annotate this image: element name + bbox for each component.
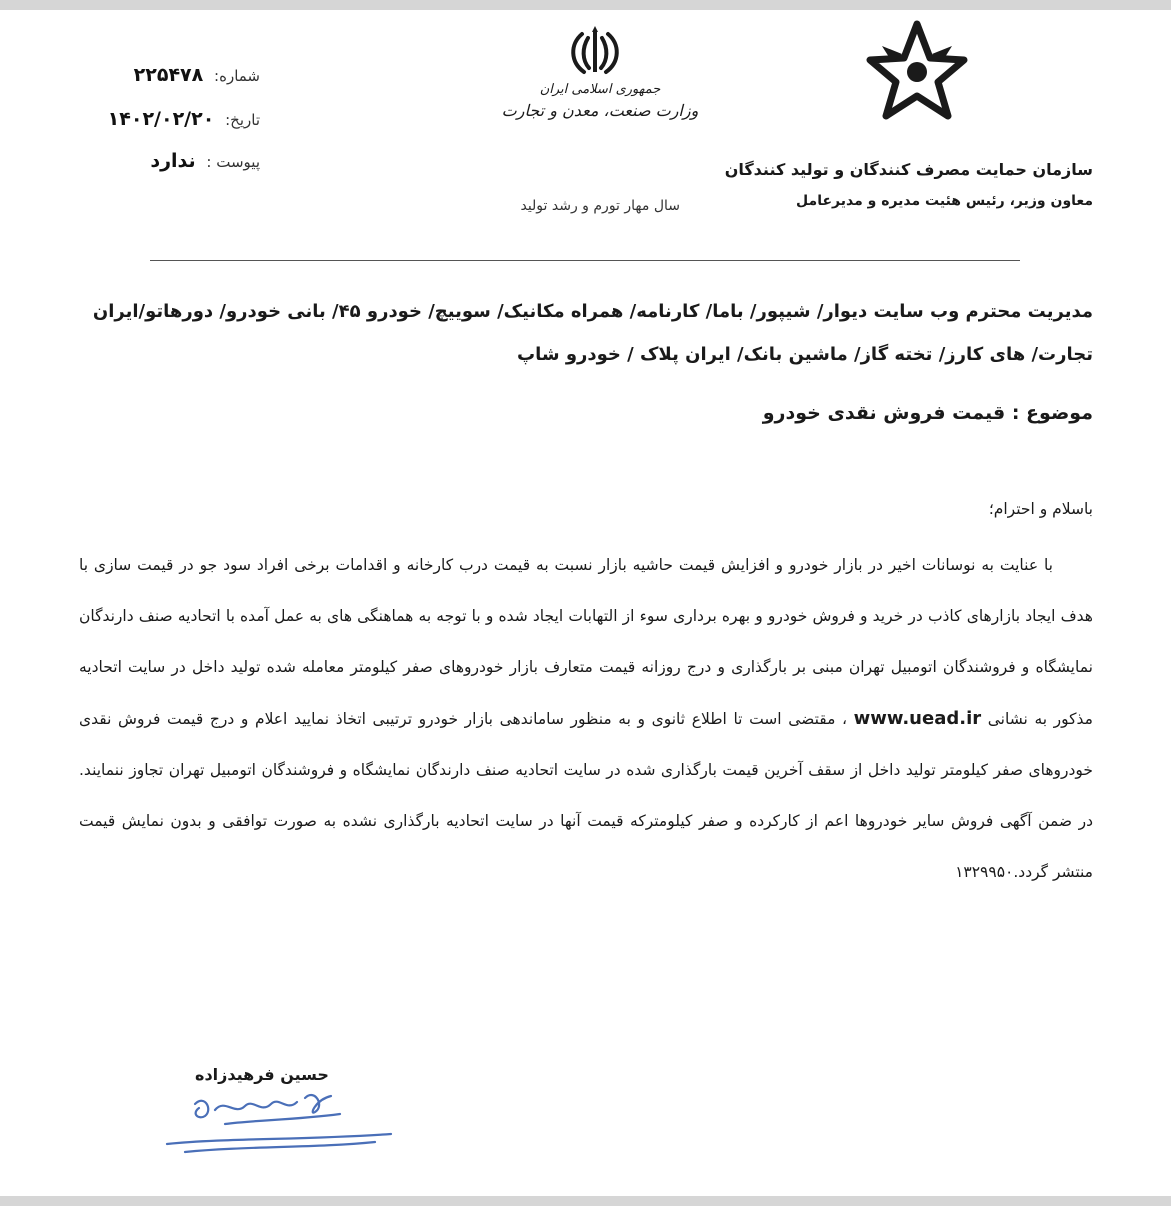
letter-number-label: شماره: [214,67,260,85]
recipients: مدیریت محترم وب سایت دیوار/ شیپور/ باما/ کارنامه/ همراه مکانیک/ سوییچ/ خودرو ۴۵/ بانی خودرو/ دورهاتو/ایران تجارت/ های کارز/ تخته گاز/ ماشین بانک/ ایران پلاک / خودرو شاپ [92,301,1093,365]
letter-date [100,108,260,130]
letter-number-value: ۲۲۵۴۷۸ [133,64,204,86]
top-edge [0,0,1171,10]
organization-name: سازمان حمایت مصرف کنندگان و تولید کنندگان [724,160,1093,179]
letter-date-value: ۱۴۰۲/۰۲/۲۰ [107,108,215,130]
bottom-edge [0,1196,1171,1206]
organization-block [673,160,1093,209]
letter-number [100,64,260,86]
handwritten-signature [165,1080,395,1194]
year-slogan: سال مهار تورم و رشد تولید [520,198,680,214]
letter-date-label: تاریخ: [225,111,260,129]
signer-name: حسین فرهیدزاده [195,1065,329,1084]
letter-attachment [100,150,260,172]
header-divider [150,260,1020,261]
ministry-block [500,80,700,120]
letter-body [79,540,1093,898]
letter-body-part1: با عنایت به نوسانات اخیر در بازار خودرو و افزایش قیمت حاشیه بازار نسبت به قیمت درب کارخانه و اقدامات برخی افراد سود جو در قیمت سازی با هدف ایجاد بازارهای کاذب در خرید و فروش خودرو و بهره برداری سوء از التهابات ایجاد شده و با توجه به هماهنگی های به عمل آمده با اتحادیه صنف دارندگان نمایشگاه و فروشندگان اتومبیل تهران مبنی بر بارگذاری و درج روزانه قیمت متعارف بازار خودروهای صفر کیلومتر معامله شده تولید داخل در سایت اتحادیه مذکور به نشانی [79,556,1093,728]
website-link[interactable]: www.uead.ir [853,708,982,729]
greeting: باسلام و احترام؛ [988,500,1093,518]
ministry-country: جمهوری اسلامی ایران [539,82,661,97]
letter-attachment-value: ندارد [150,150,196,172]
ministry-name: وزارت صنعت، معدن و تجارت [501,101,699,120]
iran-emblem-icon [560,26,630,80]
letter-attachment-label: پیوست : [206,153,260,171]
star-logo-icon [862,16,972,130]
subject: موضوع : قیمت فروش نقدی خودرو [762,402,1093,424]
organization-title: معاون وزیر، رئیس هئیت مدیره و مدیرعامل [796,193,1093,209]
letter-body-part2: ، مقتضی است تا اطلاع ثانوی و به منظور ساماندهی بازار خودرو ترتیبی اتخاذ نمایید اعلام و درج قیمت فروش نقدی خودروهای صفر کیلومتر تولید داخل از سقف آخرین قیمت بارگذاری شده در سایت اتحادیه صنف دارندگان نمایشگاه و فروشندگان اتومبیل تهران تجاوز ننمایند. در ضمن آگهی فروش سایر خودروها اعم از کارکرده و صفر کیلومترکه قیمت آنها در سایت اتحادیه بارگذاری نشده به صورت توافقی و بدون نمایش قیمت منتشر گردد.۱۳۲۹۹۵۰ [79,710,1093,881]
